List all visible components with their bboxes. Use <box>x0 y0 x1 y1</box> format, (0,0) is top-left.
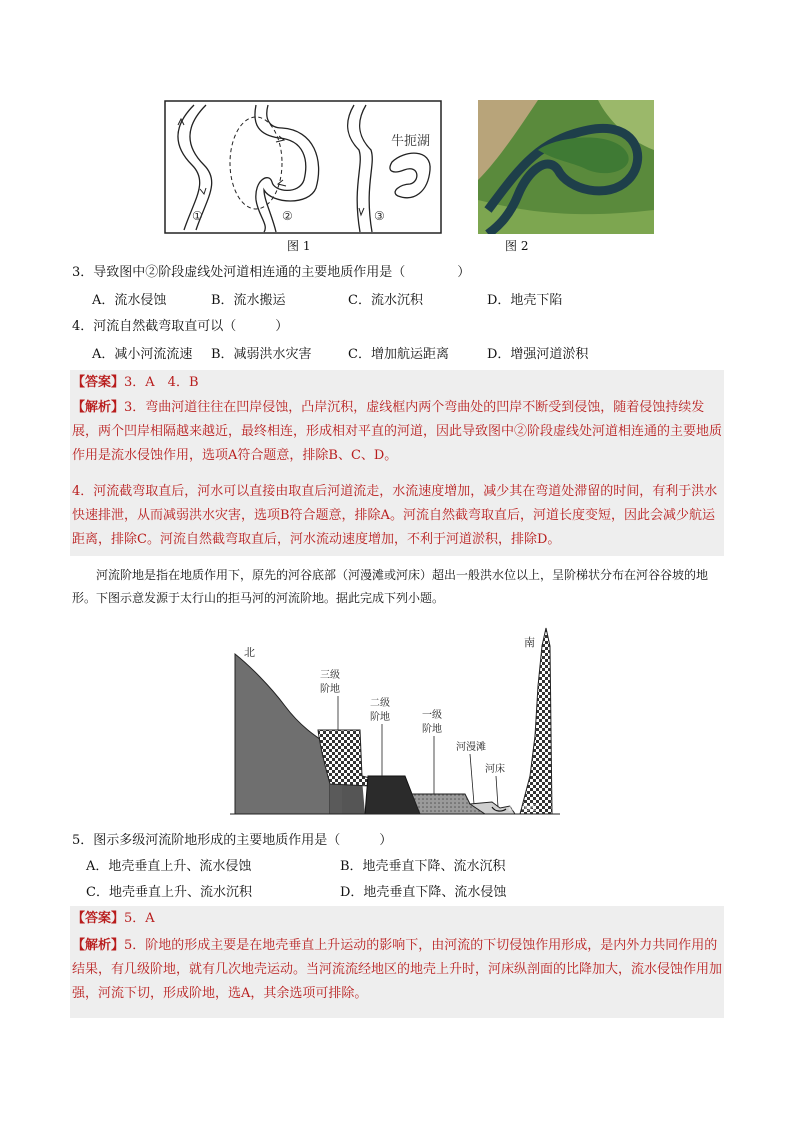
q4-option-b: B．减弱洪水灾害 <box>211 347 312 362</box>
q3-option-d: D．地壳下陷 <box>487 293 563 308</box>
analysis-1-tag: 【解析】 <box>72 400 125 415</box>
floodplain-label: 河漫滩 <box>456 742 486 753</box>
analysis-2-tag: 【解析】 <box>72 938 125 953</box>
answer-1 <box>72 374 199 392</box>
north-label: 北 <box>244 646 255 659</box>
figure-3-river-terrace <box>230 626 560 818</box>
answer-1-tag: 【答案】 <box>72 375 125 390</box>
q5-option-d: D．地壳垂直下降、流水侵蚀 <box>340 885 507 900</box>
terrace-2-label-line1: 二级 <box>370 698 390 709</box>
terrace-3-label-line2: 阶地 <box>320 684 340 695</box>
panel-label-3: ③ <box>374 209 385 223</box>
q3-option-c: C．流水沉积 <box>348 293 423 308</box>
south-label: 南 <box>524 636 535 649</box>
riverbed-label: 河床 <box>485 764 505 775</box>
answer-2-text: 5．A <box>124 911 155 926</box>
analysis-2-text-1: 5．阶地的形成主要是在地壳垂直上升运动的影响下，由河流的下切侵蚀作用形成，是内外力共同作用的结果，有几级阶地，就有几次地壳运动。当河流流经地区的地壳上升时，河床纵剖面的比降加大，流水侵蚀作用加强，河流下切，形成阶地，选A，其余选项可排除。 <box>72 938 723 1001</box>
intro-paragraph: 河流阶地是指在地质作用下，原先的河谷底部（河漫滩或河床）超出一般洪水位以上，呈阶梯状分布在河谷谷坡的地形。下图示意发源于太行山的拒马河的河流阶地。据此完成下列小题。 <box>72 568 709 605</box>
question-5-stem: 5．图示多级河流阶地形成的主要地质作用是（ ） <box>72 833 393 848</box>
analysis-1-p2: 4．河流截弯取直后，河水可以直接由取直后河道流走，水流速度增加，减少其在弯道处滞留的时间，有利于洪水快速排泄，从而减弱洪水灾害，选项B符合题意，排除A。河流自然截弯取直后，河道长度变短，因此会减少航运距离，排除C。河流自然截弯取直后，河水流动速度增加，不利于河道淤积，排除D。 <box>72 484 718 547</box>
q3-option-a: A．流水侵蚀 <box>92 293 167 308</box>
analysis-2-p1 <box>72 934 722 1006</box>
watermark-label: 高考地理 <box>508 804 536 812</box>
analysis-1-p1 <box>72 396 722 468</box>
terrace-1-label-line1: 一级 <box>422 710 442 721</box>
figure-2-aerial-photo <box>478 100 654 234</box>
q5-option-a: A．地壳垂直上升、流水侵蚀 <box>86 859 252 874</box>
figure-1-caption: 图 1 <box>287 239 311 253</box>
q4-option-d: D．增强河道淤积 <box>487 347 589 362</box>
panel-label-2: ② <box>282 209 293 223</box>
answer-2-tag: 【答案】 <box>72 911 125 926</box>
q4-option-a: A．减小河流流速 <box>92 347 193 362</box>
terrace-3-label-line1: 三级 <box>320 670 340 681</box>
terrace-2-label-line2: 阶地 <box>370 712 390 723</box>
figure-2-caption: 图 2 <box>505 239 529 253</box>
figure-1-meander-diagram <box>164 100 442 234</box>
answer-2 <box>72 910 155 928</box>
q4-option-c: C．增加航运距离 <box>348 347 449 362</box>
oxbow-lake-label: 牛扼湖 <box>391 134 431 149</box>
question-3-stem: 3．导致图中②阶段虚线处河道相连通的主要地质作用是（ ） <box>72 265 471 280</box>
answer-1-text: 3．A 4．B <box>124 375 199 390</box>
q5-option-b: B．地壳垂直下降、流水沉积 <box>340 859 506 874</box>
q5-option-c: C．地壳垂直上升、流水沉积 <box>86 885 252 900</box>
q3-option-b: B．流水搬运 <box>211 293 286 308</box>
terrace-1-label-line2: 阶地 <box>422 724 442 735</box>
analysis-1-text-1: 3．弯曲河道往往在凹岸侵蚀，凸岸沉积，虚线框内两个弯曲处的凹岸不断受到侵蚀，随着侵蚀持续发展，两个凹岸相隔越来越近，最终相连，形成相对平直的河道，因此导致图中②阶段虚线处河道相连通的主要地质作用是流水侵蚀作用，选项A符合题意，排除B、C、D。 <box>72 400 723 463</box>
panel-label-1: ① <box>192 209 203 223</box>
question-4-stem: 4．河流自然截弯取直可以（ ） <box>72 319 289 334</box>
